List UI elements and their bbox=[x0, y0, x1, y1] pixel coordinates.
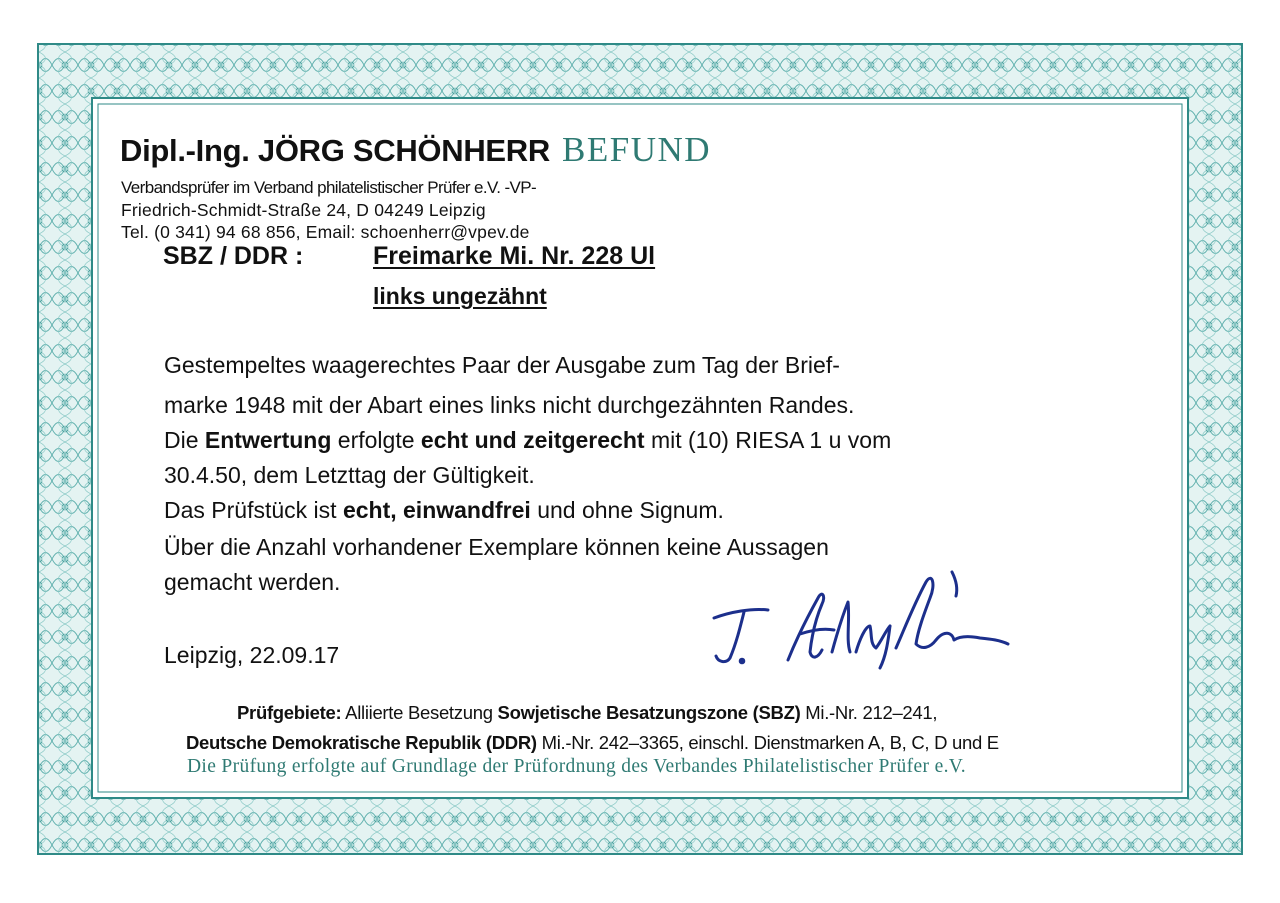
body-line: marke 1948 mit der Abart eines links nicht durchgezähnten Randes. bbox=[164, 392, 855, 418]
address-line: Friedrich-Schmidt-Straße 24, D 04249 Leipzig bbox=[121, 200, 486, 220]
footer-regulation-note: Die Prüfung erfolgte auf Grundlage der Prüfordnung des Verbandes Philatelistischer Prüfer e.V. bbox=[187, 756, 966, 777]
document-type-title: BEFUND bbox=[562, 130, 712, 169]
subject-subtitle: links ungezähnt bbox=[373, 283, 547, 309]
body-line: Die Entwertung erfolgte echt und zeitgerecht mit (10) RIESA 1 u vom bbox=[164, 427, 892, 453]
body-line: Gestempeltes waagerechtes Paar der Ausgabe zum Tag der Brief- bbox=[164, 352, 840, 378]
subject-title: Freimarke Mi. Nr. 228 Ul bbox=[373, 242, 656, 270]
footer-scope-line: Deutsche Demokratische Republik (DDR) Mi.-Nr. 242–3365, einschl. Dienstmarken A, B, C, D und E bbox=[186, 732, 999, 753]
contact-line: Tel. (0 341) 94 68 856, Email: schoenherr@vpev.de bbox=[121, 222, 530, 242]
body-line: Über die Anzahl vorhandener Exemplare können keine Aussagen bbox=[164, 534, 829, 560]
footer-scope-line: Prüfgebiete: Alliierte Besetzung Sowjetische Besatzungszone (SBZ) Mi.-Nr. 212–241, bbox=[237, 702, 938, 723]
association-line: Verbandsprüfer im Verband philatelistischer Prüfer e.V. -VP- bbox=[121, 178, 537, 197]
subject-area: SBZ / DDR : bbox=[163, 242, 304, 270]
handwritten-signature bbox=[700, 560, 1020, 670]
examiner-name: Dipl.-Ing. JÖRG SCHÖNHERR bbox=[120, 133, 550, 168]
place-and-date: Leipzig, 22.09.17 bbox=[164, 642, 340, 668]
body-line: gemacht werden. bbox=[164, 569, 341, 595]
body-line: Das Prüfstück ist echt, einwandfrei und ohne Signum. bbox=[164, 497, 724, 523]
body-line: 30.4.50, dem Letzttag der Gültigkeit. bbox=[164, 462, 535, 488]
